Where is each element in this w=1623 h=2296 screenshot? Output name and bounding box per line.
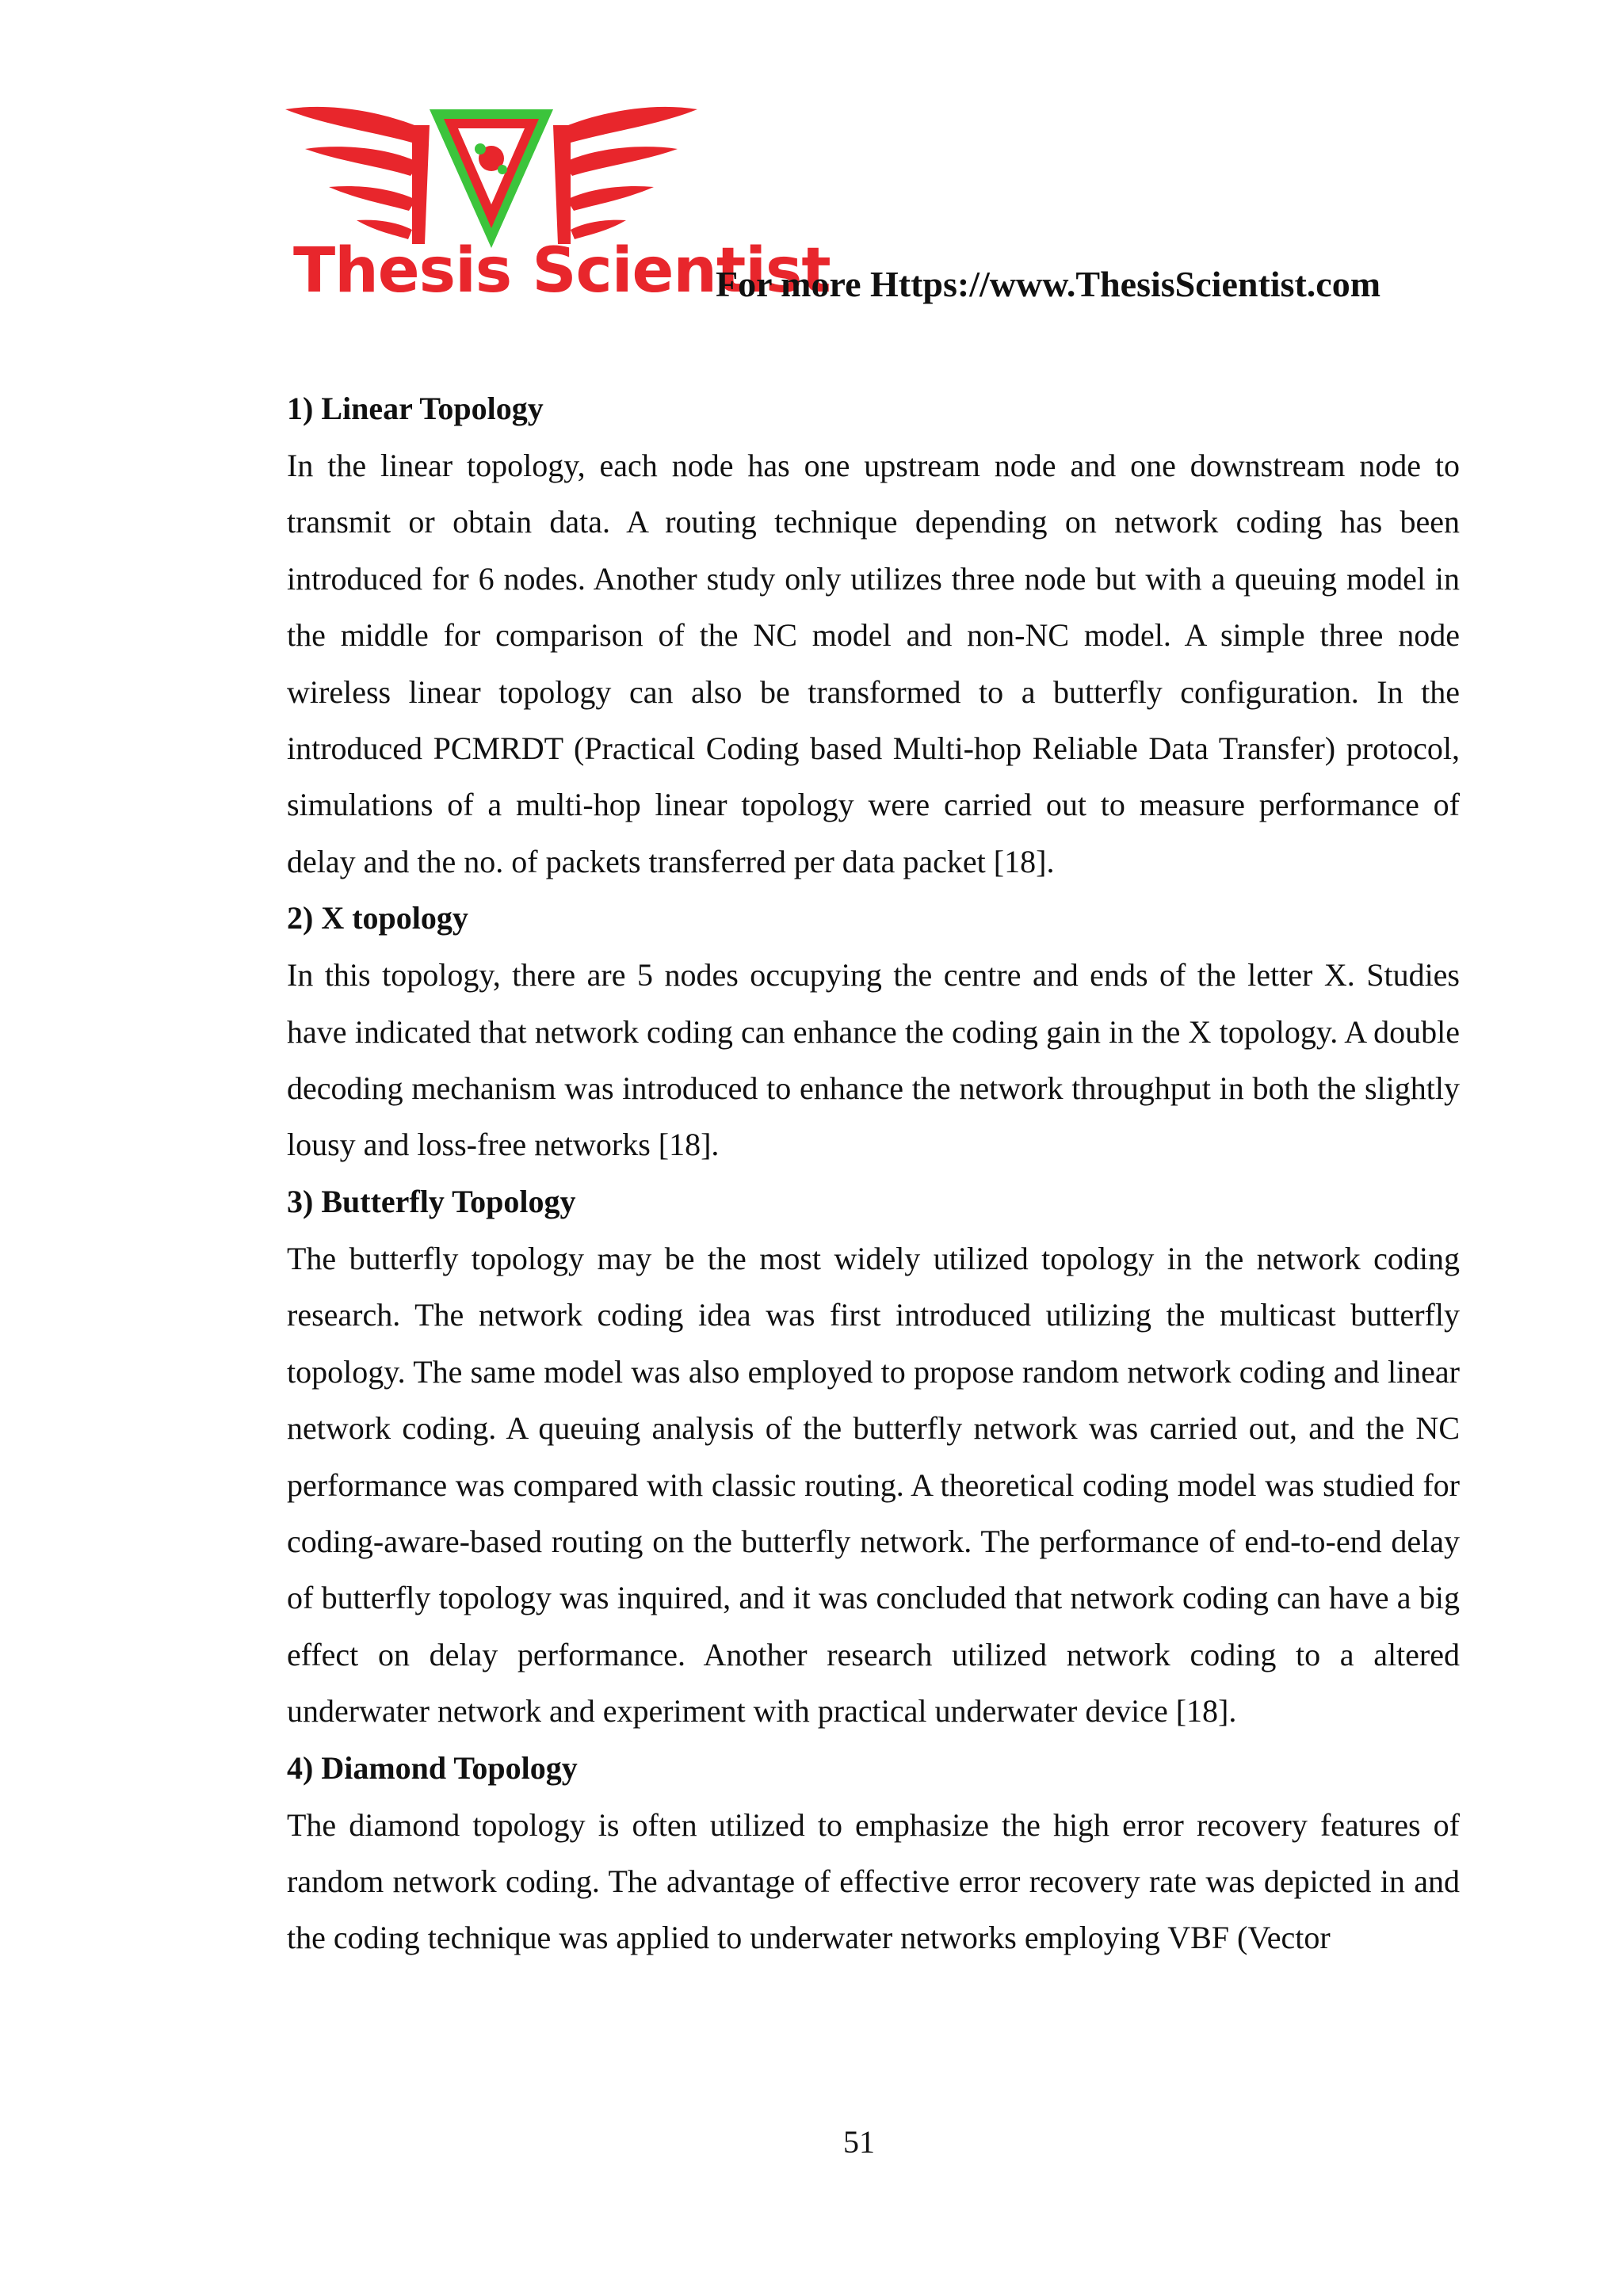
section-heading: 1) Linear Topology <box>287 391 544 426</box>
page-content <box>287 380 1460 1966</box>
section-paragraph: The butterfly topology may be the most widely utilized topology in the network coding research. The network coding idea was first introduced utilizing the multicast butterfly topology. The same model was also employed to propose random network coding and linear network coding. A queuing analysis of the butterfly network was carried out, and the NC performance was compared with classic routing. A theoretical coding model was studied for coding-aware-based routing on the butterfly network. The performance of end-to-end delay of butterfly topology was inquired, and it was concluded that network coding can have a big effect on delay performance. Another research utilized network coding to a altered underwater network and experiment with practical underwater device [18]. <box>287 1240 1460 1730</box>
website-link[interactable]: For more Https://www.ThesisScientist.com <box>716 264 1381 304</box>
section-paragraph: In the linear topology, each node has one upstream node and one downstream node to transmit or obtain data. A routing technique depending on network coding has been introduced for 6 nodes. Another study only utilizes three node but with a queuing model in the middle for comparison of the NC model and non-NC model. A simple three node wireless linear topology can also be transformed to a butterfly configuration. In the introduced PCMRDT (Practical Coding based Multi-hop Reliable Data Transfer) protocol, simulations of a multi-hop linear topology were carried out to measure performance of delay and the no. of packets transferred per data packet [18]. <box>287 448 1460 879</box>
section-heading: 2) X topology <box>287 900 468 936</box>
page-header <box>285 93 1474 315</box>
section-heading: 4) Diamond Topology <box>287 1749 578 1786</box>
thesis-scientist-logo-icon <box>285 93 697 252</box>
section-paragraph: The diamond topology is often utilized to emphasize the high error recovery features of random network coding. The advantage of effective error recovery rate was depicted in and the coding technique was applied to underwater networks employing VBF (Vector <box>287 1806 1460 1956</box>
logo-wordmark: Thesis Scientist <box>293 235 831 307</box>
section-paragraph: In this topology, there are 5 nodes occupying the centre and ends of the letter X. Studies have indicated that network coding can enhance the coding gain in the X topology. A double decoding mechanism was introduced to enhance the network throughput in both the slightly lousy and loss-free networks [18]. <box>287 957 1460 1163</box>
page-number: 51 <box>843 2124 875 2160</box>
section-heading: 3) Butterfly Topology <box>287 1183 576 1219</box>
